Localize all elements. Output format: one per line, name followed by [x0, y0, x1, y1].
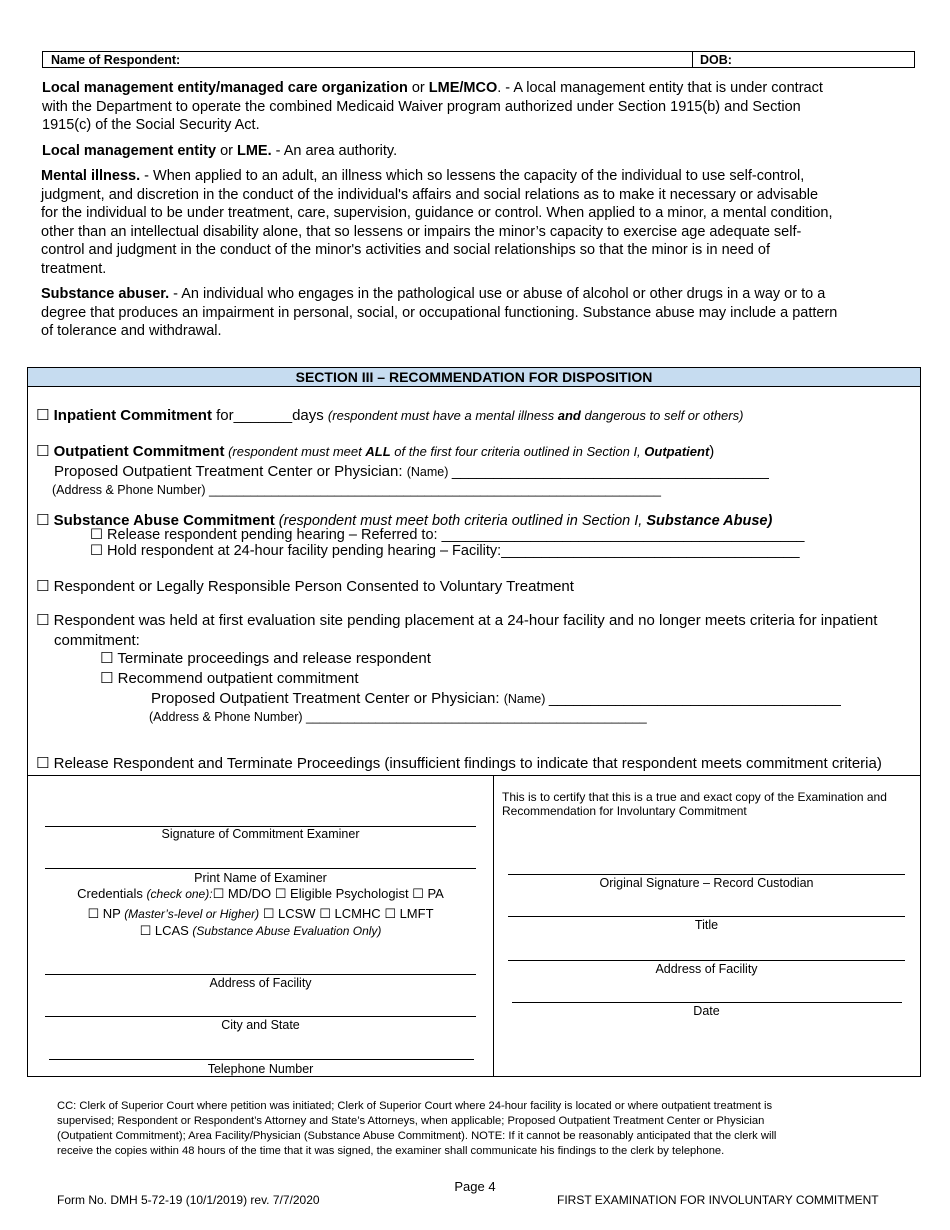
print-name-line[interactable]: [45, 868, 476, 869]
np-checkbox[interactable]: ☐: [87, 906, 100, 921]
pa-checkbox[interactable]: ☐: [412, 886, 424, 901]
credentials-row-2: ☐ NP (Master’s-level or Higher) ☐ LCSW ☐ LCMHC ☐ LMFT: [87, 906, 434, 921]
hold-respondent-option: ☐ Hold respondent at 24-hour facility pending hearing – Facility:_____________________________________: [90, 543, 800, 559]
signature-area-divider: [27, 775, 921, 776]
release-checkbox[interactable]: ☐: [36, 755, 50, 772]
dob-label: DOB:: [700, 53, 732, 67]
left-address-label: Address of Facility: [209, 976, 312, 990]
left-address-line[interactable]: [45, 974, 476, 975]
outpatient-commitment-option: ☐ Outpatient Commitment (respondent must meet ALL of the first four criteria outlined in Section I, Outpatient): [36, 443, 715, 460]
form-number: Form No. DMH 5-72-19 (10/1/2019) rev. 7/7/2020: [57, 1193, 320, 1207]
held-center-row: Proposed Outpatient Treatment Center or Physician: (Name) ___________________________________: [151, 690, 841, 707]
consented-voluntary-option: ☐ Respondent or Legally Responsible Person Consented to Voluntary Treatment: [36, 578, 574, 595]
recommend-outpatient-option: ☐ Recommend outpatient commitment: [100, 670, 359, 687]
definition-lme: Local management entity or LME. - An area authority.: [42, 143, 398, 159]
date-line[interactable]: [512, 1002, 902, 1003]
outpatient-address-field[interactable]: _________________________________________________________________: [209, 483, 661, 497]
form-title: FIRST EXAMINATION FOR INVOLUNTARY COMMITMENT: [557, 1193, 879, 1207]
header-divider: [692, 52, 693, 67]
lcas-checkbox[interactable]: ☐: [139, 923, 152, 938]
held-address-row: (Address & Phone Number) _________________________________________________: [149, 710, 647, 724]
substance-abuse-commitment-option: ☐ Substance Abuse Commitment (respondent must meet both criteria outlined in Section I, Substance Abuse): [36, 512, 773, 529]
date-label: Date: [693, 1004, 720, 1018]
referred-to-field[interactable]: _____________________________________________: [441, 527, 805, 543]
right-address-label: Address of Facility: [655, 962, 758, 976]
credentials-row-3: ☐ LCAS (Substance Abuse Evaluation Only): [139, 923, 382, 938]
cc-distribution: CC: Clerk of Superior Court where petition was initiated; Clerk of Superior Court where 24-hour facility is located or where outpatient treatment is supervised; Respondent or Respondent’s Attorney and State’s Attorneys, when applicable; Proposed Outpatient Treatment Center or Physician (Outpatient Commitment); Area Facility/Physician (Substance Abuse Commitment). NOTE: If it cannot be reasonably anticipated that the clerk will receive the copies within 48 hours of the time that it was signed, the examiner shall communicate his findings to the clerk by telephone.: [57, 1100, 777, 1157]
md-checkbox[interactable]: ☐: [212, 886, 225, 901]
held-evaluation-option: ☐ Respondent was held at first evaluation site pending placement at a 24-hour facility and no longer meets criteria for inpatient: [36, 612, 878, 629]
outpatient-checkbox[interactable]: ☐: [36, 443, 50, 460]
original-signature-line[interactable]: [508, 874, 905, 875]
telephone-line[interactable]: [49, 1059, 474, 1060]
lcsw-checkbox[interactable]: ☐: [262, 906, 275, 921]
substance-abuse-checkbox[interactable]: ☐: [36, 512, 50, 529]
held-center-name-field[interactable]: ___________________________________: [548, 690, 841, 707]
respondent-header: [42, 51, 915, 68]
outpatient-center-name-field[interactable]: ______________________________________: [451, 463, 769, 480]
consented-checkbox[interactable]: ☐: [36, 578, 50, 595]
definition-mental-illness: Mental illness. - When applied to an adult, an illness which so lessens the capacity of the individual to use self-control, judgment, and discretion in the conduct of the individual's affairs and social relations as to make it necessary or advisable for the individual to be under treatment, care, supervision, guidance or control. When applied to a minor, a mental condition, other than an intellectual disability alone, that so lessens or impairs the minor’s capacity to exercise age adequate self- control and judgment in the conduct of the minor's activities and social relationships so that the minor is in need of treatment.: [41, 168, 833, 277]
recommend-checkbox[interactable]: ☐: [100, 670, 114, 687]
held-checkbox[interactable]: ☐: [36, 612, 50, 629]
telephone-label: Telephone Number: [207, 1062, 314, 1076]
respondent-name-label: Name of Respondent:: [51, 53, 181, 67]
inpatient-commitment-option: ☐ Inpatient Commitment for_______days (respondent must have a mental illness and dangerous to self or others): [36, 407, 744, 424]
original-signature-label: Original Signature – Record Custodian: [599, 876, 814, 890]
psychologist-checkbox[interactable]: ☐: [274, 886, 287, 901]
certification-text: This is to certify that this is a true and exact copy of the Examination and Recommendation for Involuntary Commitment: [502, 790, 887, 818]
outpatient-address-row: (Address & Phone Number) _________________________________________________________________: [52, 483, 661, 497]
facility-field[interactable]: _____________________________________: [501, 543, 800, 559]
release-pending-checkbox[interactable]: ☐: [90, 527, 103, 543]
inpatient-days-field[interactable]: _______: [233, 407, 293, 424]
page-number: Page 4: [454, 1179, 496, 1194]
outpatient-center-row: Proposed Outpatient Treatment Center or Physician: (Name) ______________________________________: [54, 463, 769, 480]
hold-respondent-checkbox[interactable]: ☐: [90, 543, 103, 559]
title-label: Title: [694, 918, 719, 932]
city-state-line[interactable]: [45, 1016, 476, 1017]
examiner-signature-label: Signature of Commitment Examiner: [161, 827, 360, 841]
print-name-label: Print Name of Examiner: [194, 871, 327, 885]
credentials-row-1: Credentials (check one):☐ MD/DO ☐ Eligible Psychologist ☐ PA: [77, 886, 444, 901]
held-continued: commitment:: [54, 632, 140, 649]
lcmhc-checkbox[interactable]: ☐: [319, 906, 331, 921]
title-line[interactable]: [508, 916, 905, 917]
section-3-title: SECTION III – RECOMMENDATION FOR DISPOSITION: [28, 368, 920, 387]
terminate-checkbox[interactable]: ☐: [100, 650, 114, 667]
release-terminate-option: ☐ Release Respondent and Terminate Proceedings (insufficient findings to indicate that respondent meets commitment criteria): [36, 755, 882, 772]
lmft-checkbox[interactable]: ☐: [384, 906, 396, 921]
held-address-field[interactable]: _________________________________________________: [306, 710, 647, 724]
city-state-label: City and State: [221, 1018, 300, 1032]
definition-lme-mco: Local management entity/managed care organization or LME/MCO. - A local management entity that is under contract with the Department to operate the combined Medicaid Waiver program authorized under Section 1915(b) and Section 1915(c) of the Social Security Act.: [42, 80, 823, 133]
inpatient-checkbox[interactable]: ☐: [36, 407, 50, 424]
signature-column-divider: [493, 775, 494, 1077]
terminate-proceedings-option: ☐ Terminate proceedings and release respondent: [100, 650, 431, 667]
release-pending-option: ☐ Release respondent pending hearing – Referred to: _____________________________________________: [90, 527, 805, 543]
right-address-line[interactable]: [508, 960, 905, 961]
definition-substance-abuser: Substance abuser. - An individual who engages in the pathological use or abuse of alcohol or other drugs in a way or to a degree that produces an impairment in personal, social, or occupational functioning. Substance abuse may include a pattern of tolerance and withdrawal.: [41, 286, 838, 339]
